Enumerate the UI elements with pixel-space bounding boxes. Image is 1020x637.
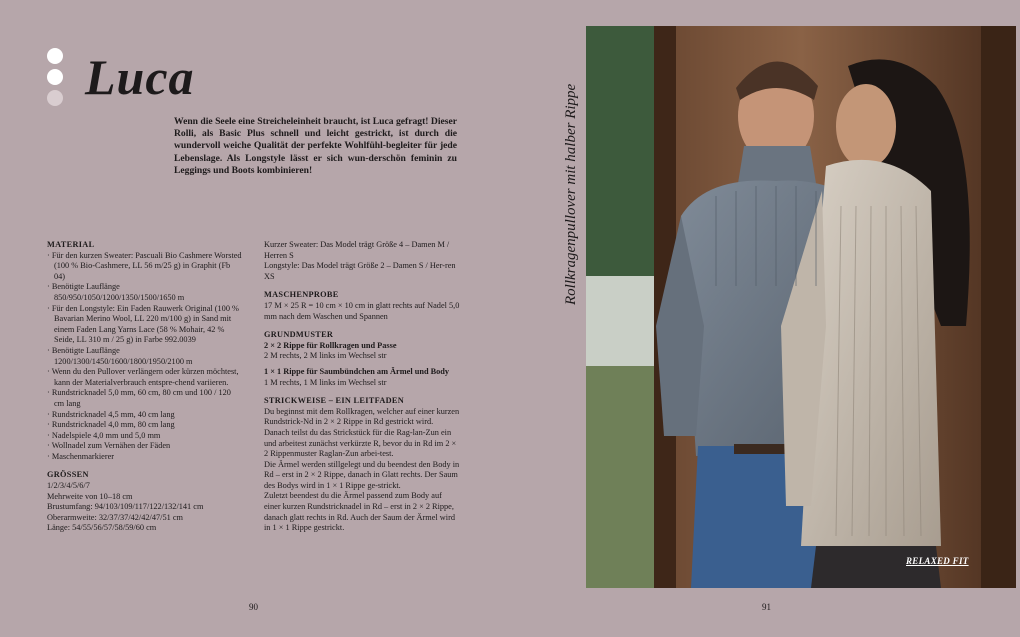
strickweise-paragraph: Du beginnst mit dem Rollkragen, welcher auf einer kurzen Rundstrick-Nd in 2 × 2 Rippe in Rd gestrickt wird. Danach teilst du das Strickstück für die Rag-lan-Zun ein und arbeitest zunächst verkürzte R, bevor du in Rd im 2 × 2 Rippenmuster Raglan-Zun arbei-test. [264,406,460,459]
pattern-title: Luca [85,49,195,105]
groessen-line: Länge: 54/55/56/57/58/59/60 cm [47,523,157,533]
material-item: · Rundstricknadel 5,0 mm, 60 cm, 80 cm und 100 / 120 cm lang [47,388,243,409]
material-item: · Wollnadel zum Vernähen der Fäden [47,441,243,452]
grundmuster-text: 2 M rechts, 2 M links im Wechsel str [264,351,387,361]
middle-column [264,240,460,534]
strickweise-paragraph: Zuletzt beendest du die Ärmel passend zum Body auf einer kurzen Rundstricknadel in Rd – erst in 2 × 2 Rippe, danach glatt rechts in Rd. Auch der Saum der Ärmel wird in 1 × 1 Rippe gestrickt. [264,491,456,533]
vertical-title: Rollkragenpullover mit halber Rippe [563,83,579,305]
material-item: · Für den Longstyle: Ein Faden Rauwerk Original (100 % Bavarian Merino Wool, LL 220 m/100 g) in Sand mit einem Faden Lang Yarns Lace (58 % Mohair, 42 % Seide, LL 310 m / 25 g) in Farbe 992.0039 [47,304,243,346]
material-item: · Rundstricknadel 4,0 mm, 80 cm lang [47,420,243,431]
grundmuster-subheading: 1 × 1 Rippe für Saumbündchen am Ärmel und Body [264,366,450,376]
model-size-line: Longstyle: Das Model trägt Größe 2 – Damen S / Her-ren XS [264,261,456,281]
page-number-right: 91 [762,602,771,612]
material-list [47,251,243,463]
dot-icon [47,69,63,85]
groessen-heading: GRÖSSEN [47,470,89,480]
maschenprobe-heading: MASCHENPROBE [264,290,339,300]
material-item: · Benötigte Lauflänge 850/950/1050/1200/1350/1500/1650 m [47,282,243,303]
grundmuster-heading: GRUNDMUSTER [264,330,334,340]
material-heading: MATERIAL [47,240,95,249]
material-item: · Benötigte Lauflänge 1200/1300/1450/1600/1800/1950/2100 m [47,346,243,367]
material-item: · Wenn du den Pullover verlängern oder kürzen möchtest, kann der Materialverbrauch entspre-chend variieren. [47,367,243,388]
relaxed-fit-label: RELAXED FIT [906,556,969,566]
model-photo [586,26,1016,588]
page-number-left: 90 [249,602,258,612]
photo-illustration [586,26,1016,588]
groessen-line: 1/2/3/4/5/6/7 [47,481,90,491]
groessen-line: Oberarmweite: 32/37/37/42/42/47/51 cm [47,512,183,522]
model-size-line: Kurzer Sweater: Das Model trägt Größe 4 – Damen M / Herren S [264,240,450,260]
grundmuster-subheading: 2 × 2 Rippe für Rollkragen und Passe [264,340,397,350]
material-item: · Nadelspiele 4,0 mm und 5,0 mm [47,431,243,442]
dot-icon [47,48,63,64]
material-item: · Rundstricknadel 4,5 mm, 40 cm lang [47,410,243,421]
intro-text: Wenn die Seele eine Streicheleinheit braucht, ist Luca gefragt! Dieser Rolli, als Basic Plus schnell und leicht gestrickt, ist durch die wundervoll weiche Qualität der perfekte Wohlfühl-begleiter für jede Lebenslage. Als Longstyle lässt er sich wun-derschön feminin zu Leggings und Boots kombinieren! [174,116,457,176]
strickweise-heading: STRICKWEISE – EIN LEITFADEN [264,396,405,406]
maschenprobe-text: 17 M × 25 R = 10 cm × 10 cm in glatt rechts auf Nadel 5,0 mm nach dem Waschen und Spannen [264,300,460,321]
groessen-line: Brustumfang: 94/103/109/117/122/132/141 cm [47,502,204,512]
dot-icon [47,90,63,106]
strickweise-paragraph: Die Ärmel werden stillgelegt und du beendest den Body in Rd – erst in 2 × 2 Rippe, danach in Glatt rechts. Der Saum des Bodys wird in 1 × 1 Rippe ge-strickt. [264,459,460,490]
left-column [47,240,243,534]
material-item: · Maschenmarkierer [47,452,243,463]
decorative-dots [47,48,63,111]
groessen-line: Mehrweite von 10–18 cm [47,491,133,501]
material-item: · Für den kurzen Sweater: Pascuali Bio Cashmere Worsted (100 % Bio-Cashmere, LL 56 m/25 g) in Graphit (Fb 04) [47,251,243,283]
grundmuster-text: 1 M rechts, 1 M links im Wechsel str [264,377,387,387]
